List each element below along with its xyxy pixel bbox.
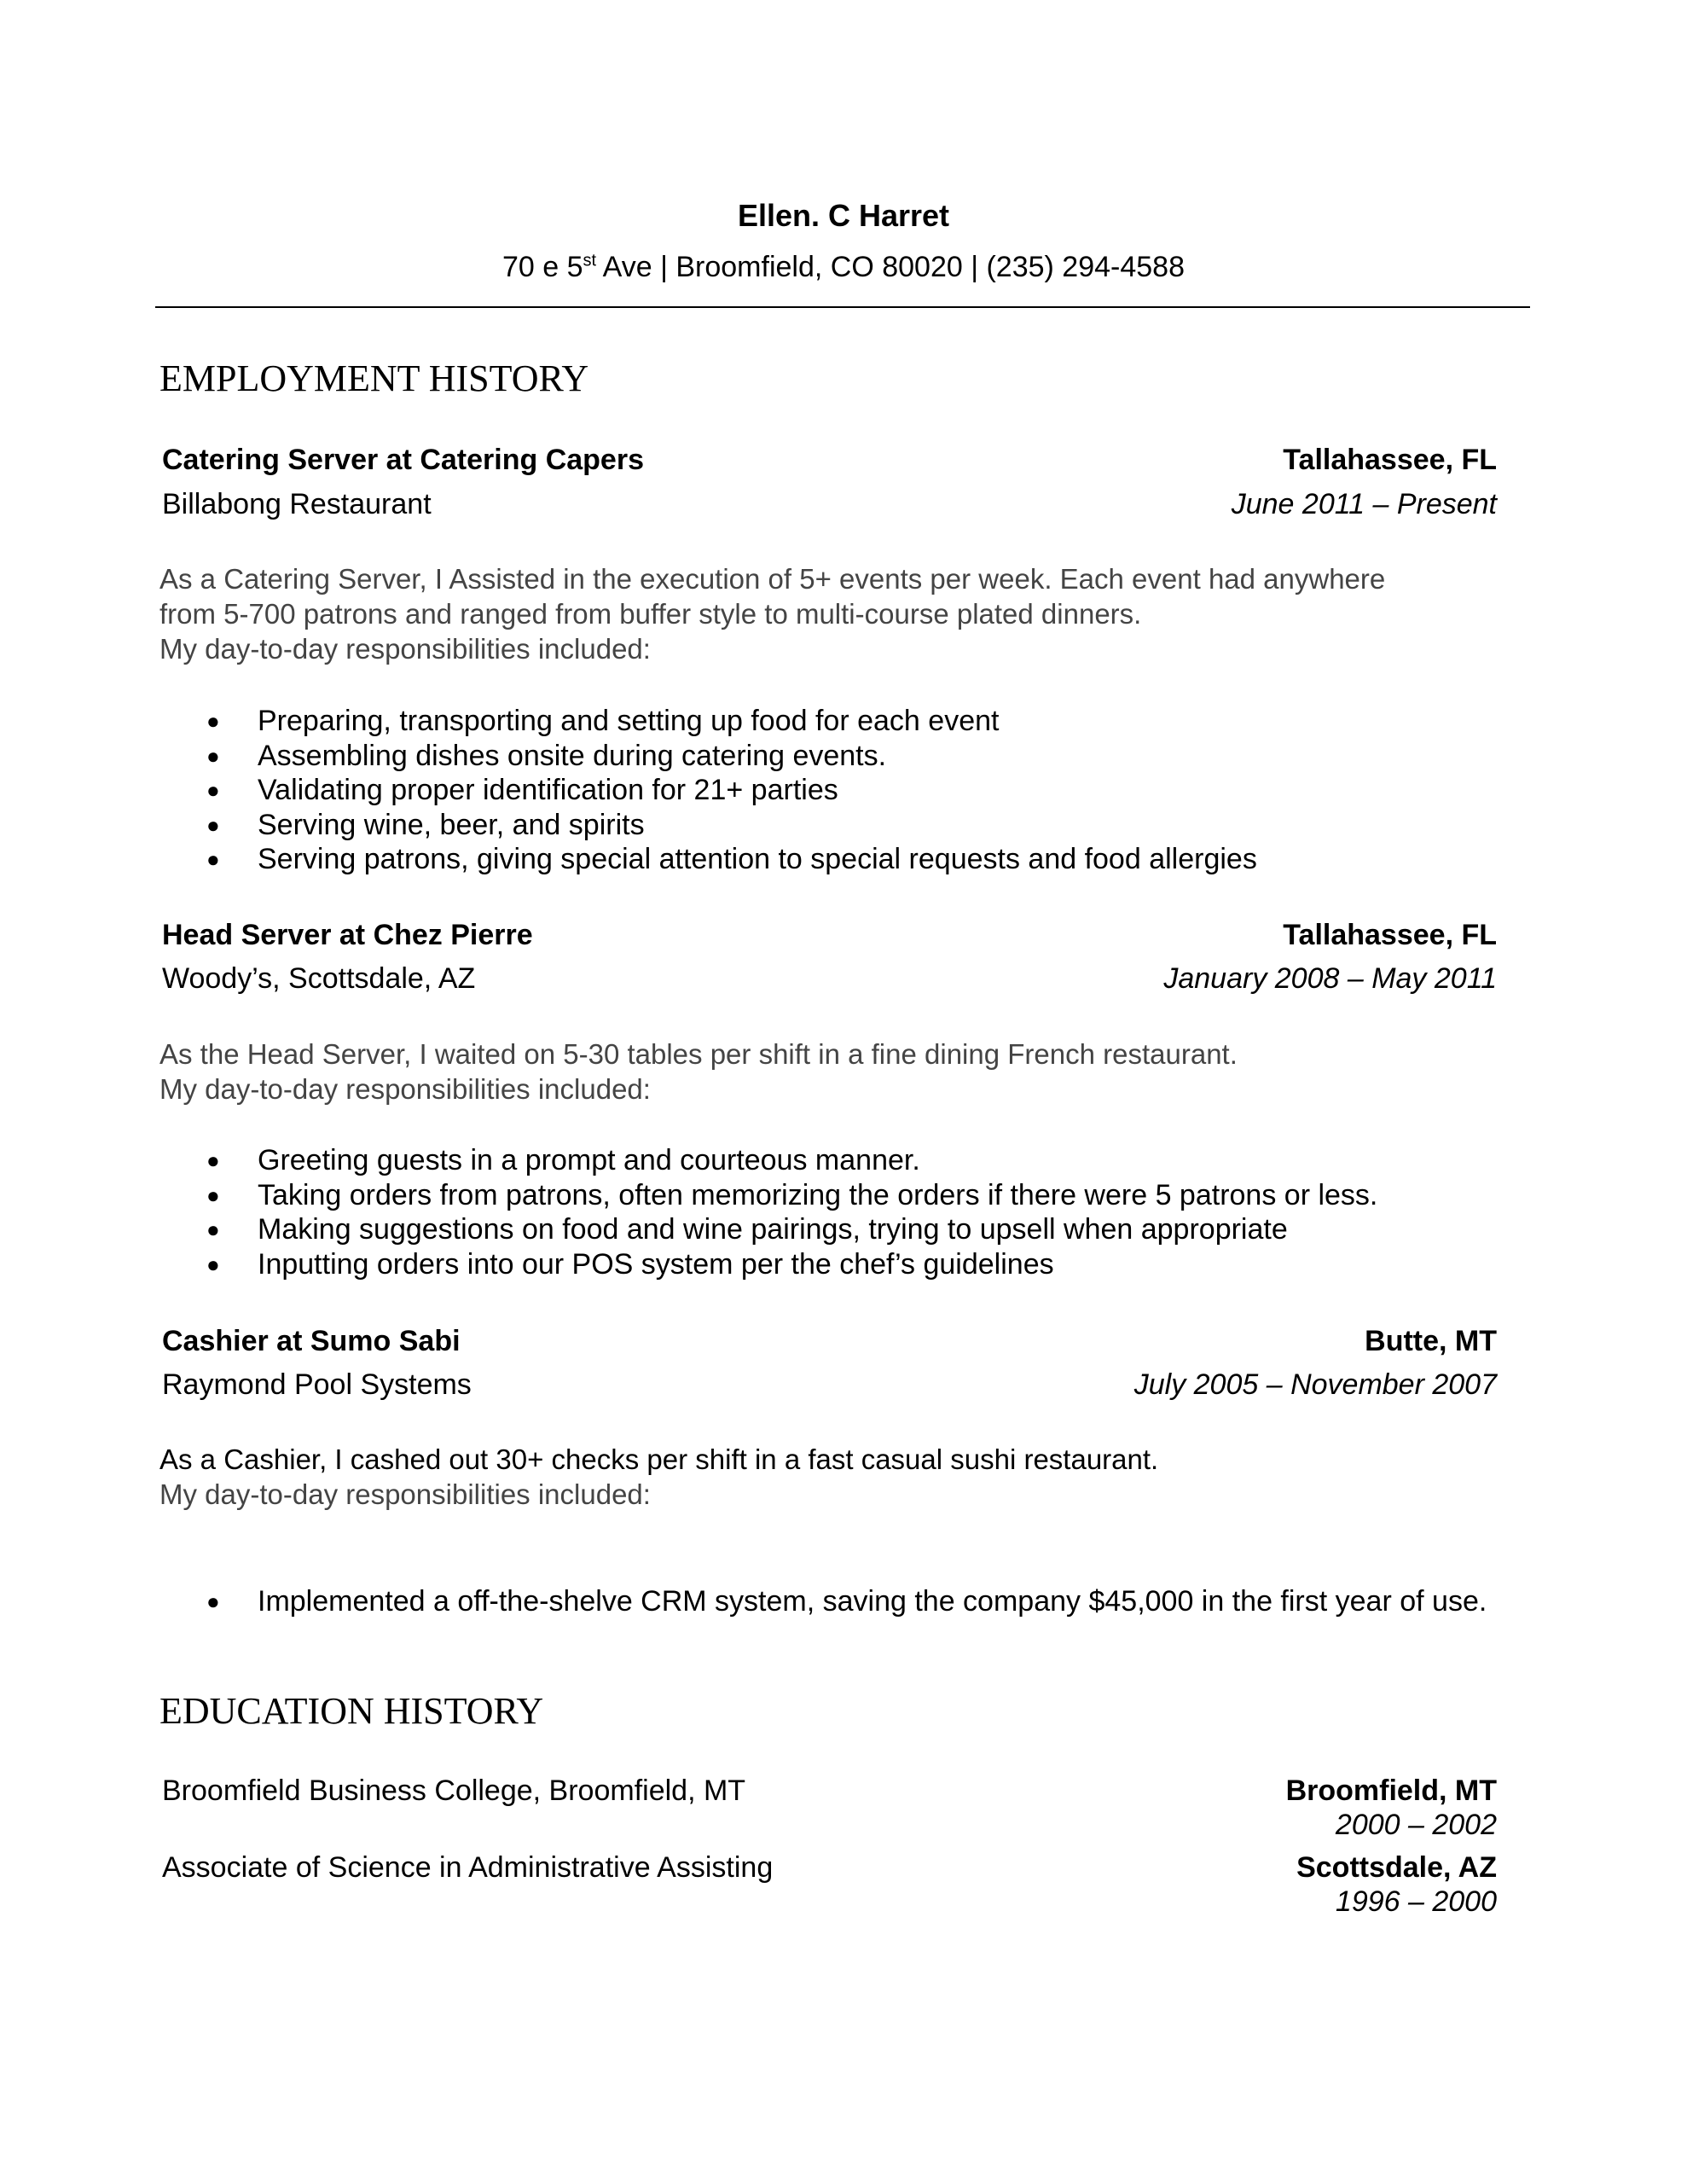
- resume-name: Ellen. C Harret: [737, 198, 950, 233]
- summary-line: As a Catering Server, I Assisted in the execution of 5+ events per week. Each event had anywhere: [159, 563, 1386, 595]
- job-summary: [159, 1442, 1158, 1512]
- job-title: Catering Server at Catering Capers: [162, 444, 644, 476]
- address-number: 70 e 5: [502, 251, 583, 283]
- summary-line: My day-to-day responsibilities included:: [159, 1073, 651, 1105]
- summary-line: from 5-700 patrons and ranged from buffer style to multi-course plated dinners.: [159, 598, 1142, 630]
- bullet-icon: ●: [206, 1147, 220, 1173]
- list-item: ● Validating proper identification for 21+ parties: [206, 774, 838, 806]
- summary-line: As the Head Server, I waited on 5-30 tables per shift in a fine dining French restaurant.: [159, 1038, 1238, 1070]
- job-location: Tallahassee, FL: [1283, 919, 1497, 951]
- header-divider: [155, 306, 1530, 308]
- job-title: Head Server at Chez Pierre: [162, 919, 533, 951]
- address-rest: Ave | Broomfield, CO 80020 | (235) 294-4588: [596, 251, 1185, 283]
- job-dates: June 2011 – Present: [1231, 488, 1497, 520]
- job-summary: [159, 561, 1385, 666]
- education-dates: 1996 – 2000: [1335, 1885, 1497, 1918]
- list-item: ● Serving wine, beer, and spirits: [206, 808, 645, 841]
- education-dates: 2000 – 2002: [1335, 1809, 1497, 1841]
- summary-line: My day-to-day responsibilities included:: [159, 1478, 651, 1510]
- employment-section-title: EMPLOYMENT HISTORY: [159, 357, 589, 399]
- education-location: Broomfield, MT: [1285, 1774, 1497, 1807]
- summary-line: My day-to-day responsibilities included:: [159, 633, 651, 665]
- list-item: ● Making suggestions on food and wine pairings, trying to upsell when appropriate: [206, 1213, 1288, 1246]
- list-item: ● Greeting guests in a prompt and courteous manner.: [206, 1144, 920, 1176]
- bullet-icon: ●: [206, 1589, 220, 1614]
- list-item: ● Preparing, transporting and setting up food for each event: [206, 705, 1000, 737]
- responsibility-list: [155, 1584, 1605, 1619]
- list-item: ● Serving patrons, giving special attention to special requests and food allergies: [206, 843, 1257, 875]
- education-school: Broomfield Business College, Broomfield, MT: [162, 1774, 746, 1807]
- education-location: Scottsdale, AZ: [1296, 1851, 1497, 1884]
- job-employer: Raymond Pool Systems: [162, 1368, 472, 1401]
- job-dates: July 2005 – November 2007: [1133, 1368, 1497, 1401]
- list-item: ● Assembling dishes onsite during catering events.: [206, 739, 887, 772]
- education-section-title: EDUCATION HISTORY: [159, 1690, 544, 1732]
- job-title: Cashier at Sumo Sabi: [162, 1325, 461, 1357]
- contact-line: [0, 251, 1687, 284]
- list-item: ● Inputting orders into our POS system per the chef’s guidelines: [206, 1247, 1054, 1281]
- job-dates: January 2008 – May 2011: [1163, 962, 1497, 995]
- bullet-icon: ●: [206, 708, 220, 734]
- bullet-icon: ●: [206, 1251, 220, 1277]
- responsibility-list: [155, 1143, 1377, 1281]
- list-item: ● Implemented a off-the-shelve CRM system, saving the company $45,000 in the first year of use.: [206, 1585, 1487, 1618]
- bullet-icon: ●: [206, 811, 220, 838]
- job-location: Butte, MT: [1365, 1325, 1497, 1357]
- address-superscript: st: [583, 251, 597, 270]
- bullet-icon: ●: [206, 742, 220, 769]
- bullet-icon: ●: [206, 1182, 220, 1208]
- responsibility-list: [155, 704, 1257, 877]
- job-summary: [159, 1037, 1238, 1107]
- education-degree: Associate of Science in Administrative Assisting: [162, 1851, 774, 1884]
- bullet-icon: ●: [206, 1217, 220, 1242]
- summary-line: As a Cashier, I cashed out 30+ checks per shift in a fast casual sushi restaurant.: [159, 1443, 1159, 1475]
- bullet-icon: ●: [206, 777, 220, 803]
- job-employer: Woody’s, Scottsdale, AZ: [162, 962, 476, 995]
- job-location: Tallahassee, FL: [1283, 444, 1497, 476]
- job-employer: Billabong Restaurant: [162, 488, 432, 520]
- list-item: ● Taking orders from patrons, often memorizing the orders if there were 5 patrons or less.: [206, 1178, 1378, 1211]
- bullet-icon: ●: [206, 846, 220, 872]
